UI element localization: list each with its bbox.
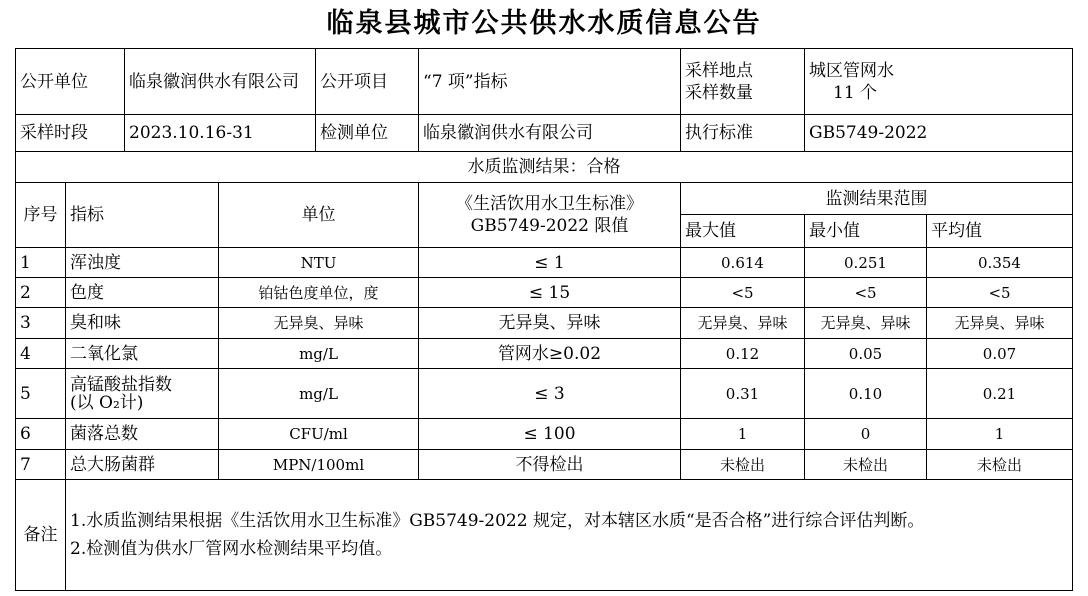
cell-no: 7 (15, 449, 66, 480)
cell-unit: 铂钴色度单位，度 (218, 277, 419, 308)
header-min: 最小值 (804, 214, 927, 248)
header-max: 最大值 (680, 214, 805, 248)
cell-indicator: 总大肠菌群 (65, 449, 219, 480)
cell-avg: <5 (926, 277, 1073, 308)
cell-indicator: 二氧化氯 (65, 338, 219, 369)
cell-indicator (65, 368, 219, 419)
indicator-subtitle: (以 O₂计) (70, 392, 144, 413)
site-value: 城区管网水 (809, 60, 894, 81)
note-line-2: 2.检测值为供水厂管网水检测结果平均值。 (70, 539, 393, 559)
cell-min: 0.10 (804, 368, 927, 419)
cell-limit: ≤ 3 (418, 368, 681, 419)
count-label: 采样数量 (685, 82, 753, 103)
header-no: 序号 (15, 182, 66, 248)
site-count-labels (680, 48, 805, 115)
cell-unit: 无异臭、异味 (218, 307, 419, 339)
item-value: “7 项”指标 (418, 48, 681, 115)
cell-max: <5 (680, 277, 805, 308)
cell-max: 0.614 (680, 247, 805, 278)
cell-max: 1 (680, 418, 805, 450)
cell-limit: ≤ 100 (418, 418, 681, 450)
cell-avg: 0.21 (926, 368, 1073, 419)
cell-no: 3 (15, 307, 66, 339)
result-banner: 水质监测结果：合格 (15, 151, 1073, 183)
cell-indicator: 浑浊度 (65, 247, 219, 278)
cell-limit: 无异臭、异味 (418, 307, 681, 339)
cell-no: 4 (15, 338, 66, 369)
cell-max: 无异臭、异味 (680, 307, 805, 339)
cell-limit: ≤ 1 (418, 247, 681, 278)
cell-min: 0 (804, 418, 927, 450)
header-limit-line2: GB5749-2022 限值 (470, 216, 629, 236)
cell-indicator: 色度 (65, 277, 219, 308)
cell-no: 5 (15, 368, 66, 419)
lab-value: 临泉徽润供水有限公司 (418, 114, 681, 152)
cell-min: <5 (804, 277, 927, 308)
cell-min: 0.05 (804, 338, 927, 369)
cell-limit: ≤ 15 (418, 277, 681, 308)
count-value: 11 个 (833, 82, 878, 103)
indicator-name: 高锰酸盐指数 (70, 374, 172, 395)
header-limit-line1: 《生活饮用水卫生标准》 (456, 194, 643, 214)
cell-max: 0.12 (680, 338, 805, 369)
cell-min: 无异臭、异味 (804, 307, 927, 339)
notes-label: 备注 (15, 479, 66, 591)
cell-avg: 0.354 (926, 247, 1073, 278)
cell-unit: mg/L (218, 368, 419, 419)
cell-unit: mg/L (218, 338, 419, 369)
period-value: 2023.10.16-31 (124, 114, 316, 152)
unit-label: 公开单位 (15, 48, 125, 115)
cell-unit: CFU/ml (218, 418, 419, 450)
cell-limit: 不得检出 (418, 449, 681, 480)
header-range: 监测结果范围 (680, 182, 1073, 215)
std-label: 执行标准 (680, 114, 805, 152)
header-indicator: 指标 (65, 182, 219, 248)
notes-body (65, 479, 1073, 591)
item-label: 公开项目 (315, 48, 419, 115)
cell-indicator: 菌落总数 (65, 418, 219, 450)
cell-avg: 0.07 (926, 338, 1073, 369)
cell-indicator: 臭和味 (65, 307, 219, 339)
cell-no: 1 (15, 247, 66, 278)
note-line-1: 1.水质监测结果根据《生活饮用水卫生标准》GB5749-2022 规定，对本辖区水质“是否合格”进行综合评估判断。 (70, 511, 925, 531)
cell-max: 未检出 (680, 449, 805, 480)
cell-min: 未检出 (804, 449, 927, 480)
cell-unit: MPN/100ml (218, 449, 419, 480)
cell-max: 0.31 (680, 368, 805, 419)
cell-no: 6 (15, 418, 66, 450)
cell-no: 2 (15, 277, 66, 308)
cell-avg: 无异臭、异味 (926, 307, 1073, 339)
cell-unit: NTU (218, 247, 419, 278)
header-limit (418, 182, 681, 248)
header-avg: 平均值 (926, 214, 1073, 248)
site-count-values (804, 48, 1073, 115)
header-unit: 单位 (218, 182, 419, 248)
page-title: 临泉县城市公共供水水质信息公告 (326, 8, 762, 39)
lab-label: 检测单位 (315, 114, 419, 152)
std-value: GB5749-2022 (804, 114, 1073, 152)
cell-min: 0.251 (804, 247, 927, 278)
cell-avg: 1 (926, 418, 1073, 450)
cell-limit: 管网水≥0.02 (418, 338, 681, 369)
period-label: 采样时段 (15, 114, 125, 152)
site-label: 采样地点 (685, 60, 753, 81)
unit-value: 临泉徽润供水有限公司 (124, 48, 316, 115)
cell-avg: 未检出 (926, 449, 1073, 480)
